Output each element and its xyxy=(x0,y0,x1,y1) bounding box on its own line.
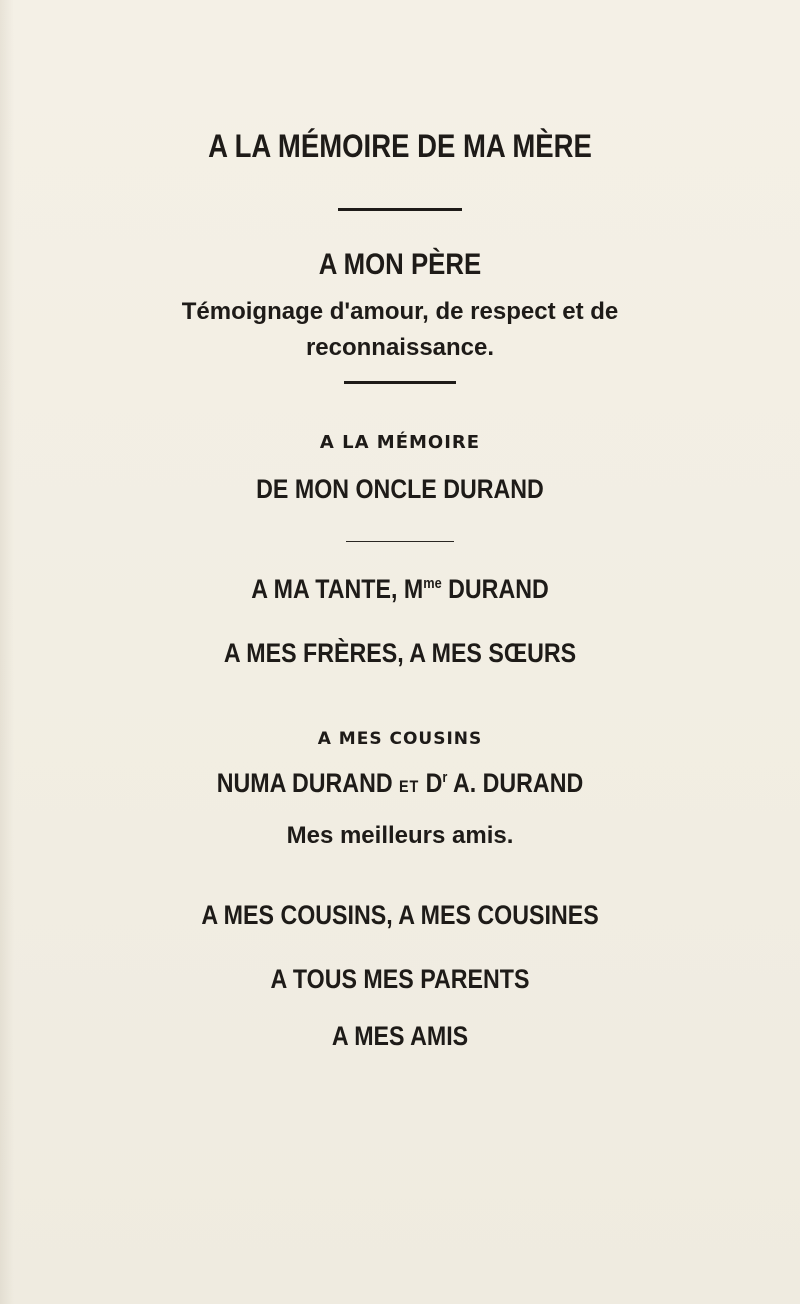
dedication-numa-dr: D xyxy=(419,768,443,798)
page-edge-shadow xyxy=(0,0,14,1304)
dedication-parents: A TOUS MES PARENTS xyxy=(270,964,530,994)
dedication-numa-pre: NUMA DURAND xyxy=(216,768,400,798)
dedication-numa xyxy=(56,768,744,799)
dedication-best-friends: Mes meilleurs amis. xyxy=(286,822,514,849)
dedication-father-text-1: Témoignage d'amour, de respect et de xyxy=(181,298,619,325)
dedication-memoire-label: A LA MÉMOIRE xyxy=(319,432,481,453)
dedication-aunt-sup: me xyxy=(423,576,442,592)
dedication-uncle: DE MON ONCLE DURAND xyxy=(256,474,544,504)
dedication-all-cousins: A MES COUSINS, A MES COUSINES xyxy=(201,900,599,930)
dedication-numa-sup: r xyxy=(442,770,448,786)
dedication-father-text-2: reconnaissance. xyxy=(305,334,495,361)
dedication-father: A MON PÈRE xyxy=(318,248,482,281)
dedication-aunt-pre: A MA TANTE, M xyxy=(251,574,424,604)
dedication-siblings: A MES FRÈRES, A MES SŒURS xyxy=(223,638,577,668)
dedication-aunt-post: DURAND xyxy=(441,574,549,604)
dedication-mother: A LA MÉMOIRE DE MA MÈRE xyxy=(208,128,592,164)
divider-1 xyxy=(338,208,462,211)
divider-3 xyxy=(346,541,454,542)
dedication-cousins-label: A MES COUSINS xyxy=(317,729,483,749)
divider-2 xyxy=(344,381,456,384)
dedication-numa-et: ET xyxy=(399,777,420,796)
dedication-numa-post: A. DURAND xyxy=(447,768,584,798)
dedication-aunt xyxy=(56,574,744,605)
dedication-friends: A MES AMIS xyxy=(331,1021,469,1051)
